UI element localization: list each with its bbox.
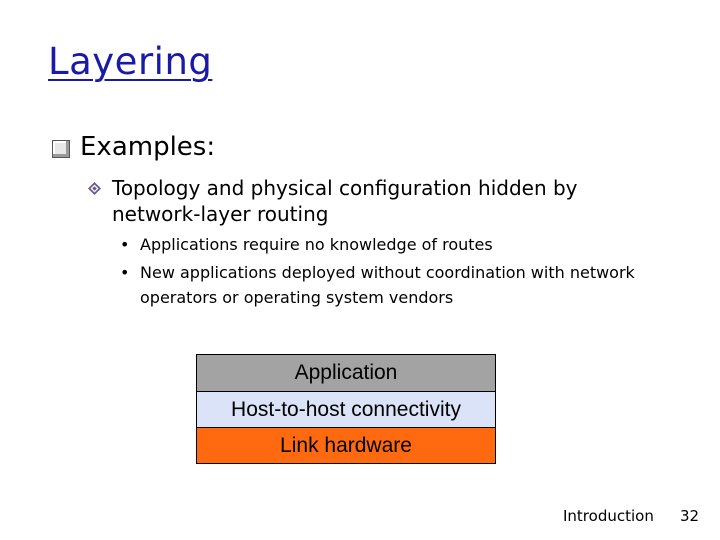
detail-item-1	[120, 232, 640, 257]
bullet-examples	[52, 132, 215, 162]
layer-link-hardware: Link hardware	[196, 428, 496, 464]
detail-item-2-text: New applications deployed without coordination with network operators or operating system vendors	[140, 263, 635, 307]
subpoint-topology	[88, 175, 648, 227]
footer-label: Introduction	[563, 507, 654, 525]
layer-host-to-host: Host-to-host connectivity	[196, 392, 496, 428]
small-dot-icon: •	[120, 235, 130, 254]
small-dot-icon: •	[120, 263, 130, 282]
bullet-examples-text: Examples:	[80, 132, 216, 162]
page-number: 32	[680, 507, 700, 525]
subpoint-topology-text: Topology and physical configuration hidden by network-layer routing	[112, 176, 578, 226]
checkbox-square-icon	[52, 140, 70, 158]
layer-application: Application	[196, 354, 496, 392]
detail-item-2	[120, 260, 640, 310]
layer-stack-diagram	[196, 354, 496, 464]
detail-item-1-text: Applications require no knowledge of routes	[140, 235, 493, 254]
diamond-icon	[88, 182, 101, 195]
slide-title: Layering	[48, 40, 213, 83]
